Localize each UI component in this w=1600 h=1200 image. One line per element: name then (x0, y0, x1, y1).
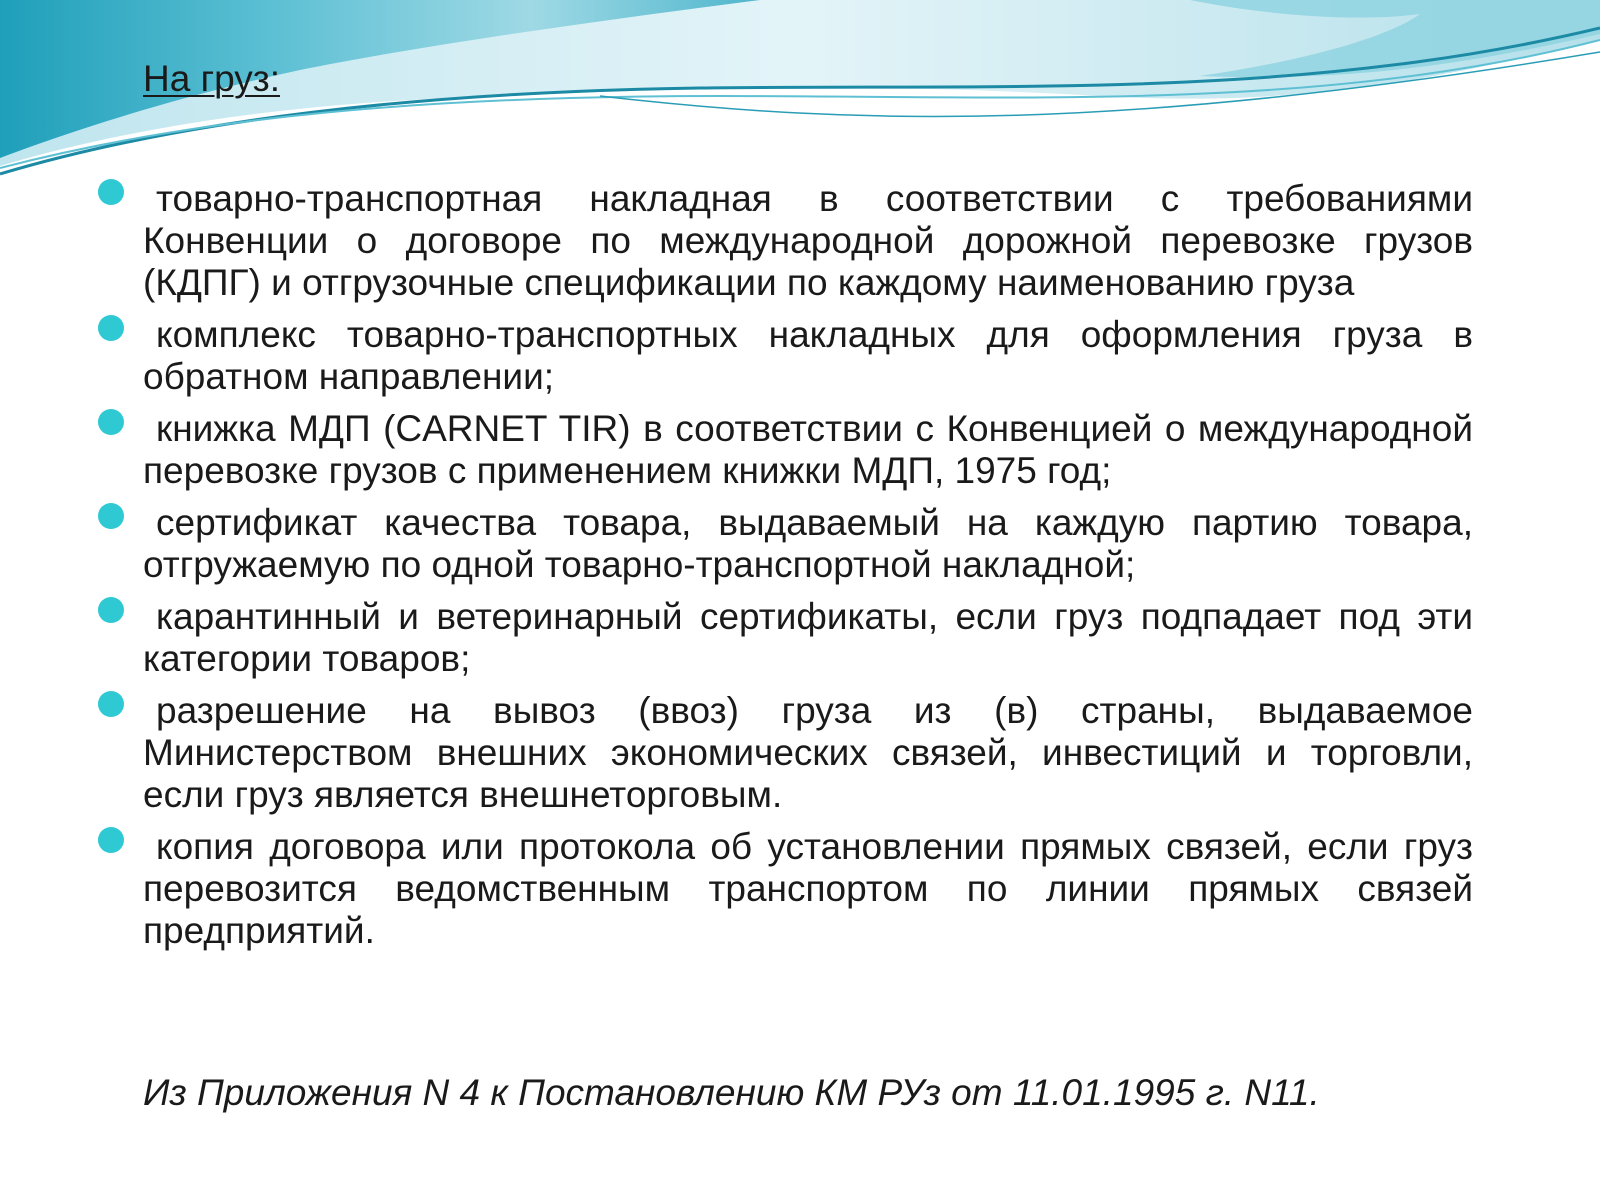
list-item (0, 826, 1600, 952)
bullet-dot-icon (98, 597, 124, 623)
bullet-dot-icon (98, 503, 124, 529)
list-item (0, 314, 1600, 398)
list-item-text: карантинный и ветеринарный сертификаты, если груз подпадает под эти категории товаров; (143, 596, 1473, 679)
source-footnote: Из Приложения N 4 к Постановлению КМ РУз от 11.01.1995 г. N11. (143, 1072, 1320, 1113)
list-item-text: разрешение на вывоз (ввоз) груза из (в) страны, выдаваемое Министерством внешних экономических связей, инвестиций и торговли, если груз является внешнеторговым. (143, 690, 1473, 815)
list-item (0, 690, 1600, 816)
list-item (0, 596, 1600, 680)
slide-heading: На груз: (143, 58, 280, 99)
list-item (0, 408, 1600, 492)
bullet-dot-icon (98, 691, 124, 717)
list-item-text: товарно-транспортная накладная в соответствии с требованиями Конвенции о договоре по международной дорожной перевозке грузов (КДПГ) и отгрузочные спецификации по каждому наименованию груза (143, 178, 1473, 303)
list-item (0, 178, 1600, 304)
list-item-text: комплекс товарно-транспортных накладных для оформления груза в обратном направлении; (143, 314, 1473, 397)
bullet-dot-icon (98, 315, 124, 341)
bullet-dot-icon (98, 827, 124, 853)
requirements-list (0, 178, 1600, 962)
list-item (0, 502, 1600, 586)
list-item-text: сертификат качества товара, выдаваемый на каждую партию товара, отгружаемую по одной товарно-транспортной накладной; (143, 502, 1473, 585)
list-item-text: книжка МДП (CARNET TIR) в соответствии с Конвенцией о международной перевозке грузов с применением книжки МДП, 1975 год; (143, 408, 1473, 491)
bullet-dot-icon (98, 179, 124, 205)
bullet-dot-icon (98, 409, 124, 435)
list-item-text: копия договора или протокола об установлении прямых связей, если груз перевозится ведомственным транспортом по линии прямых связей предприятий. (143, 826, 1473, 951)
